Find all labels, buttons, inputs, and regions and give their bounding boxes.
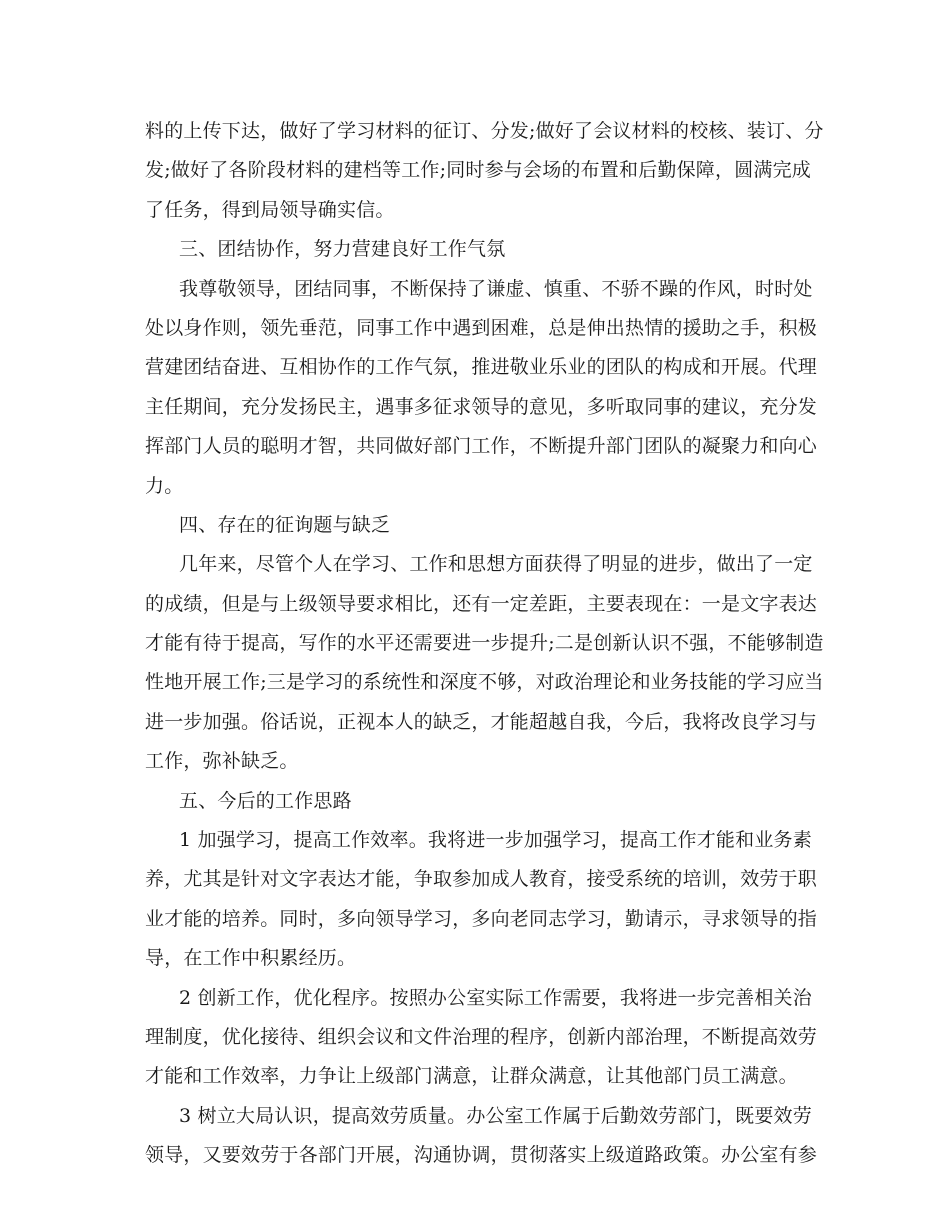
paragraph-line: 营建团结奋进、互相协作的工作气氛，推进敬业乐业的团队的构成和开展。代理 [145, 356, 818, 379]
paragraph-line: 的成绩，但是与上级领导要求相比，还有一定差距，主要表现在：一是文字表达 [145, 592, 818, 615]
paragraph-line: 料的上传下达，做好了学习材料的征订、分发;做好了会议材料的校核、装订、分 [145, 120, 824, 142]
paragraph-line: 工作，弥补缺乏。 [145, 750, 299, 773]
paragraph-line: 了任务，得到局领导确实信。 [145, 198, 395, 221]
paragraph-line: 3 树立大局认识，提高效劳质量。办公室工作属于后勤效劳部门，既要效劳 [179, 1104, 812, 1127]
paragraph-line: 性地开展工作;三是学习的系统性和深度不够，对政治理论和业务技能的学习应当 [145, 671, 824, 694]
paragraph-line: 领导，又要效劳于各部门开展，沟通协调，贯彻落实上级道路政策。办公室有参 [145, 1144, 818, 1167]
paragraph-line: 进一步加强。俗话说，正视本人的缺乏，才能超越自我，今后，我将改良学习与 [145, 710, 818, 733]
paragraph-line: 我尊敬领导，团结同事，不断保持了谦虚、慎重、不骄不躁的作风，时时处 [179, 277, 813, 300]
paragraph-line: 1 加强学习，提高工作效率。我将进一步加强学习，提高工作才能和业务素 [179, 829, 812, 852]
document-body [145, 112, 824, 1176]
paragraph-line: 才能有待于提高，写作的水平还需要进一步提升;二是创新认识不强，不能够制造 [145, 632, 824, 655]
paragraph-line: 几年来，尽管个人在学习、工作和思想方面获得了明显的进步，做出了一定 [179, 553, 813, 576]
paragraph-line: 导，在工作中积累经历。 [145, 947, 357, 970]
paragraph-line: 处以身作则，领先垂范，同事工作中遇到困难，总是伸出热情的援助之手，积极 [145, 316, 818, 339]
paragraph-line: 力。 [145, 474, 184, 497]
paragraph-line: 发;做好了各阶段材料的建档等工作;同时参与会场的布置和后勤保障，圆满完成 [145, 159, 812, 182]
paragraph-line: 才能和工作效率，力争让上级部门满意，让群众满意，让其他部门员工满意。 [145, 1065, 798, 1088]
section-heading: 四、存在的征询题与缺乏 [179, 513, 391, 536]
paragraph-line: 2 创新工作，优化程序。按照办公室实际工作需要，我将进一步完善相关治 [179, 986, 812, 1009]
section-heading: 五、今后的工作思路 [179, 789, 352, 812]
paragraph-line: 理制度，优化接待、组织会议和文件治理的程序，创新内部治理，不断提高效劳 [145, 1025, 818, 1048]
paragraph-line: 挥部门人员的聪明才智，共同做好部门工作，不断提升部门团队的凝聚力和向心 [145, 435, 818, 458]
paragraph-line: 主任期间，充分发扬民主，遇事多征求领导的意见，多听取同事的建议，充分发 [145, 395, 818, 418]
paragraph-line: 业才能的培养。同时，多向领导学习，多向老同志学习，勤请示，寻求领导的指 [145, 907, 818, 930]
paragraph-line: 养，尤其是针对文字表达才能，争取参加成人教育，接受系统的培训，效劳于职 [145, 868, 818, 891]
section-heading: 三、团结协作，努力营建良好工作气氛 [179, 238, 506, 261]
